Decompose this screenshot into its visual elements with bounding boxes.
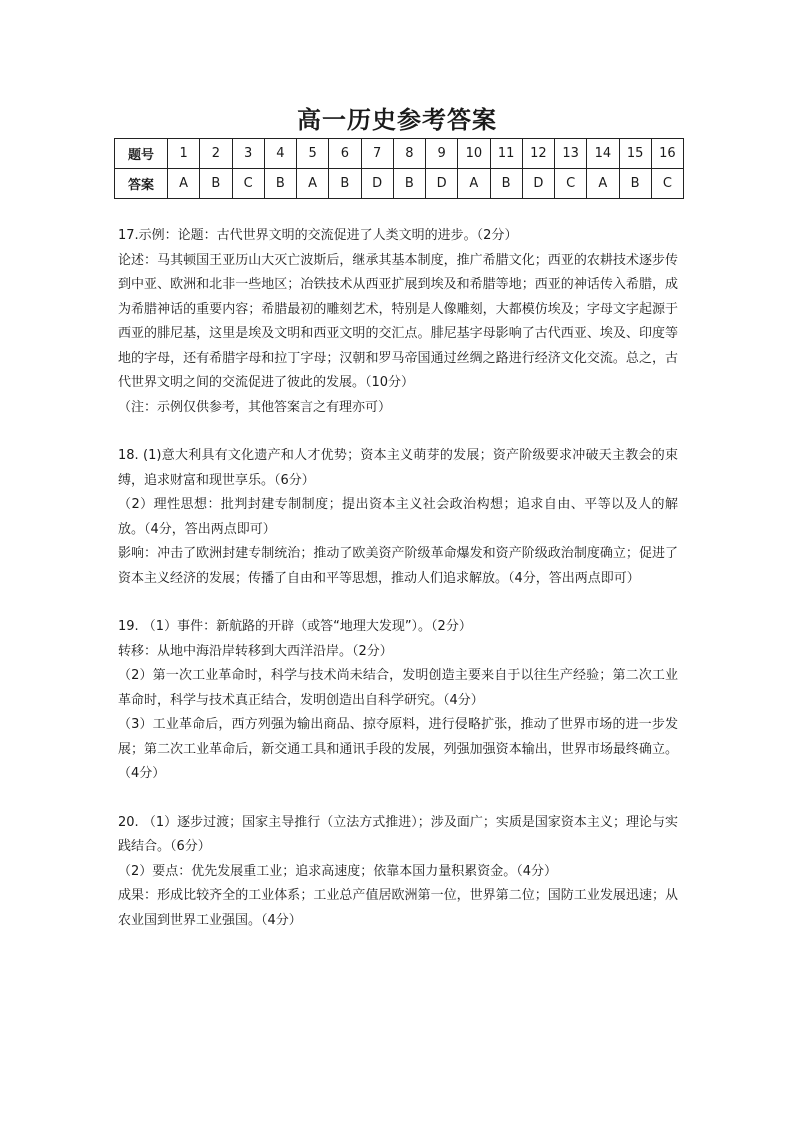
question-number-cell: 2	[200, 139, 232, 169]
q18-influence: 影响：冲击了欧洲封建专制统治；推动了欧美资产阶级革命爆发和资产阶级政治制度确立；促进了资本主义经济的发展；传播了自由和平等思想，推动人们追求解放。（4分，答出两点即可）	[118, 546, 678, 586]
q19-part1-event: 19. （1）事件：新航路的开辟（或答“地理大发现”）。（2分）	[118, 619, 472, 634]
q20-part2: （2）要点：优先发展重工业；追求高速度；依靠本国力量积累资金。（4分）	[118, 863, 558, 879]
q19-part2: （2）第一次工业革命时，科学与技术尚未结合，发明创造主要来自于以往生产经验；第二次工业革命时，科学与技术真正结合，发明创造出自科学研究。（4分）	[118, 668, 678, 708]
answer-cell: B	[200, 169, 232, 199]
question-number-cell: 12	[522, 139, 554, 169]
question-number-cell: 9	[426, 139, 458, 169]
question-number-cell: 14	[587, 139, 619, 169]
q20-results: 成果：形成比较齐全的工业体系；工业总产值居欧洲第一位，世界第二位；国防工业发展迅速；从农业国到世界工业强国。（4分）	[118, 888, 678, 928]
q19-part1-transfer: 转移：从地中海沿岸转移到大西洋沿岸。（2分）	[118, 643, 393, 659]
question-number-cell: 5	[297, 139, 329, 169]
q17-topic: 17.示例：论题：古代世界文明的交流促进了人类文明的进步。（2分）	[118, 228, 518, 243]
question-number-cell: 4	[264, 139, 296, 169]
question-number-cell: 16	[651, 139, 683, 169]
q20-part1: 20. （1）逐步过渡；国家主导推行（立法方式推进）；涉及面广；实质是国家资本主义；理论与实践结合。（6分）	[118, 814, 678, 854]
q17-note: （注：示例仅供参考，其他答案言之有理亦可）	[118, 399, 392, 415]
question-number-cell: 11	[490, 139, 522, 169]
question-number-cell: 7	[361, 139, 393, 169]
answer-cell: A	[297, 169, 329, 199]
answer-cell: C	[651, 169, 683, 199]
answer-content	[118, 224, 678, 933]
answer-cell: C	[555, 169, 587, 199]
answer-cell: B	[490, 169, 522, 199]
answer-cell: A	[458, 169, 490, 199]
question-number-cell: 10	[458, 139, 490, 169]
question-number-cell: 1	[168, 139, 200, 169]
answer-row	[115, 169, 684, 199]
question-number-cell: 8	[393, 139, 425, 169]
number-header: 题号	[115, 139, 168, 169]
answer-cell: B	[329, 169, 361, 199]
answer-cell: A	[587, 169, 619, 199]
answer-cell: B	[264, 169, 296, 199]
question-number-cell: 13	[555, 139, 587, 169]
answer-cell: A	[168, 169, 200, 199]
answer-cell: B	[619, 169, 651, 199]
q19-part3: （3）工业革命后，西方列强为输出商品、掠夺原料，进行侵略扩张，推动了世界市场的进一步发展；第二次工业革命后，新交通工具和通讯手段的发展，列强加强资本输出，世界市场最终确立。（4分）	[118, 717, 678, 781]
page-title: 高一历史参考答案	[297, 105, 497, 134]
question-number-cell: 3	[232, 139, 264, 169]
q17-argument: 论述：马其顿国王亚历山大灭亡波斯后，继承其基本制度，推广希腊文化；西亚的农耕技术逐步传到中亚、欧洲和北非一些地区；冶铁技术从西亚扩展到埃及和希腊等地；西亚的神话传入希腊，成为希腊神话的重要内容；希腊最初的雕刻艺术，特别是人像雕刻，大都模仿埃及；字母文字起源于西亚的腓尼基，这里是埃及文明和西亚文明的交汇点。腓尼基字母影响了古代西亚、埃及、印度等地的字母，还有希腊字母和拉丁字母；汉朝和罗马帝国通过丝绸之路进行经济文化交流。总之，古代世界文明之间的交流促进了彼此的发展。（10分）	[118, 252, 678, 390]
answer-cell: D	[522, 169, 554, 199]
answer-header: 答案	[115, 169, 168, 199]
answer-cell: D	[426, 169, 458, 199]
answer-cell: B	[393, 169, 425, 199]
answer-cell: C	[232, 169, 264, 199]
answer-cell: D	[361, 169, 393, 199]
question-number-cell: 6	[329, 139, 361, 169]
q18-part2: （2）理性思想：批判封建专制制度；提出资本主义社会政治构想；追求自由、平等以及人的解放。（4分，答出两点即可）	[118, 497, 678, 537]
q18-part1: 18. (1)意大利具有文化遗产和人才优势；资本主义萌芽的发展；资产阶级要求冲破天主教会的束缚，追求财富和现世享乐。（6分）	[118, 448, 678, 488]
number-row	[115, 139, 684, 169]
question-number-cell: 15	[619, 139, 651, 169]
answer-key-table	[114, 138, 684, 199]
